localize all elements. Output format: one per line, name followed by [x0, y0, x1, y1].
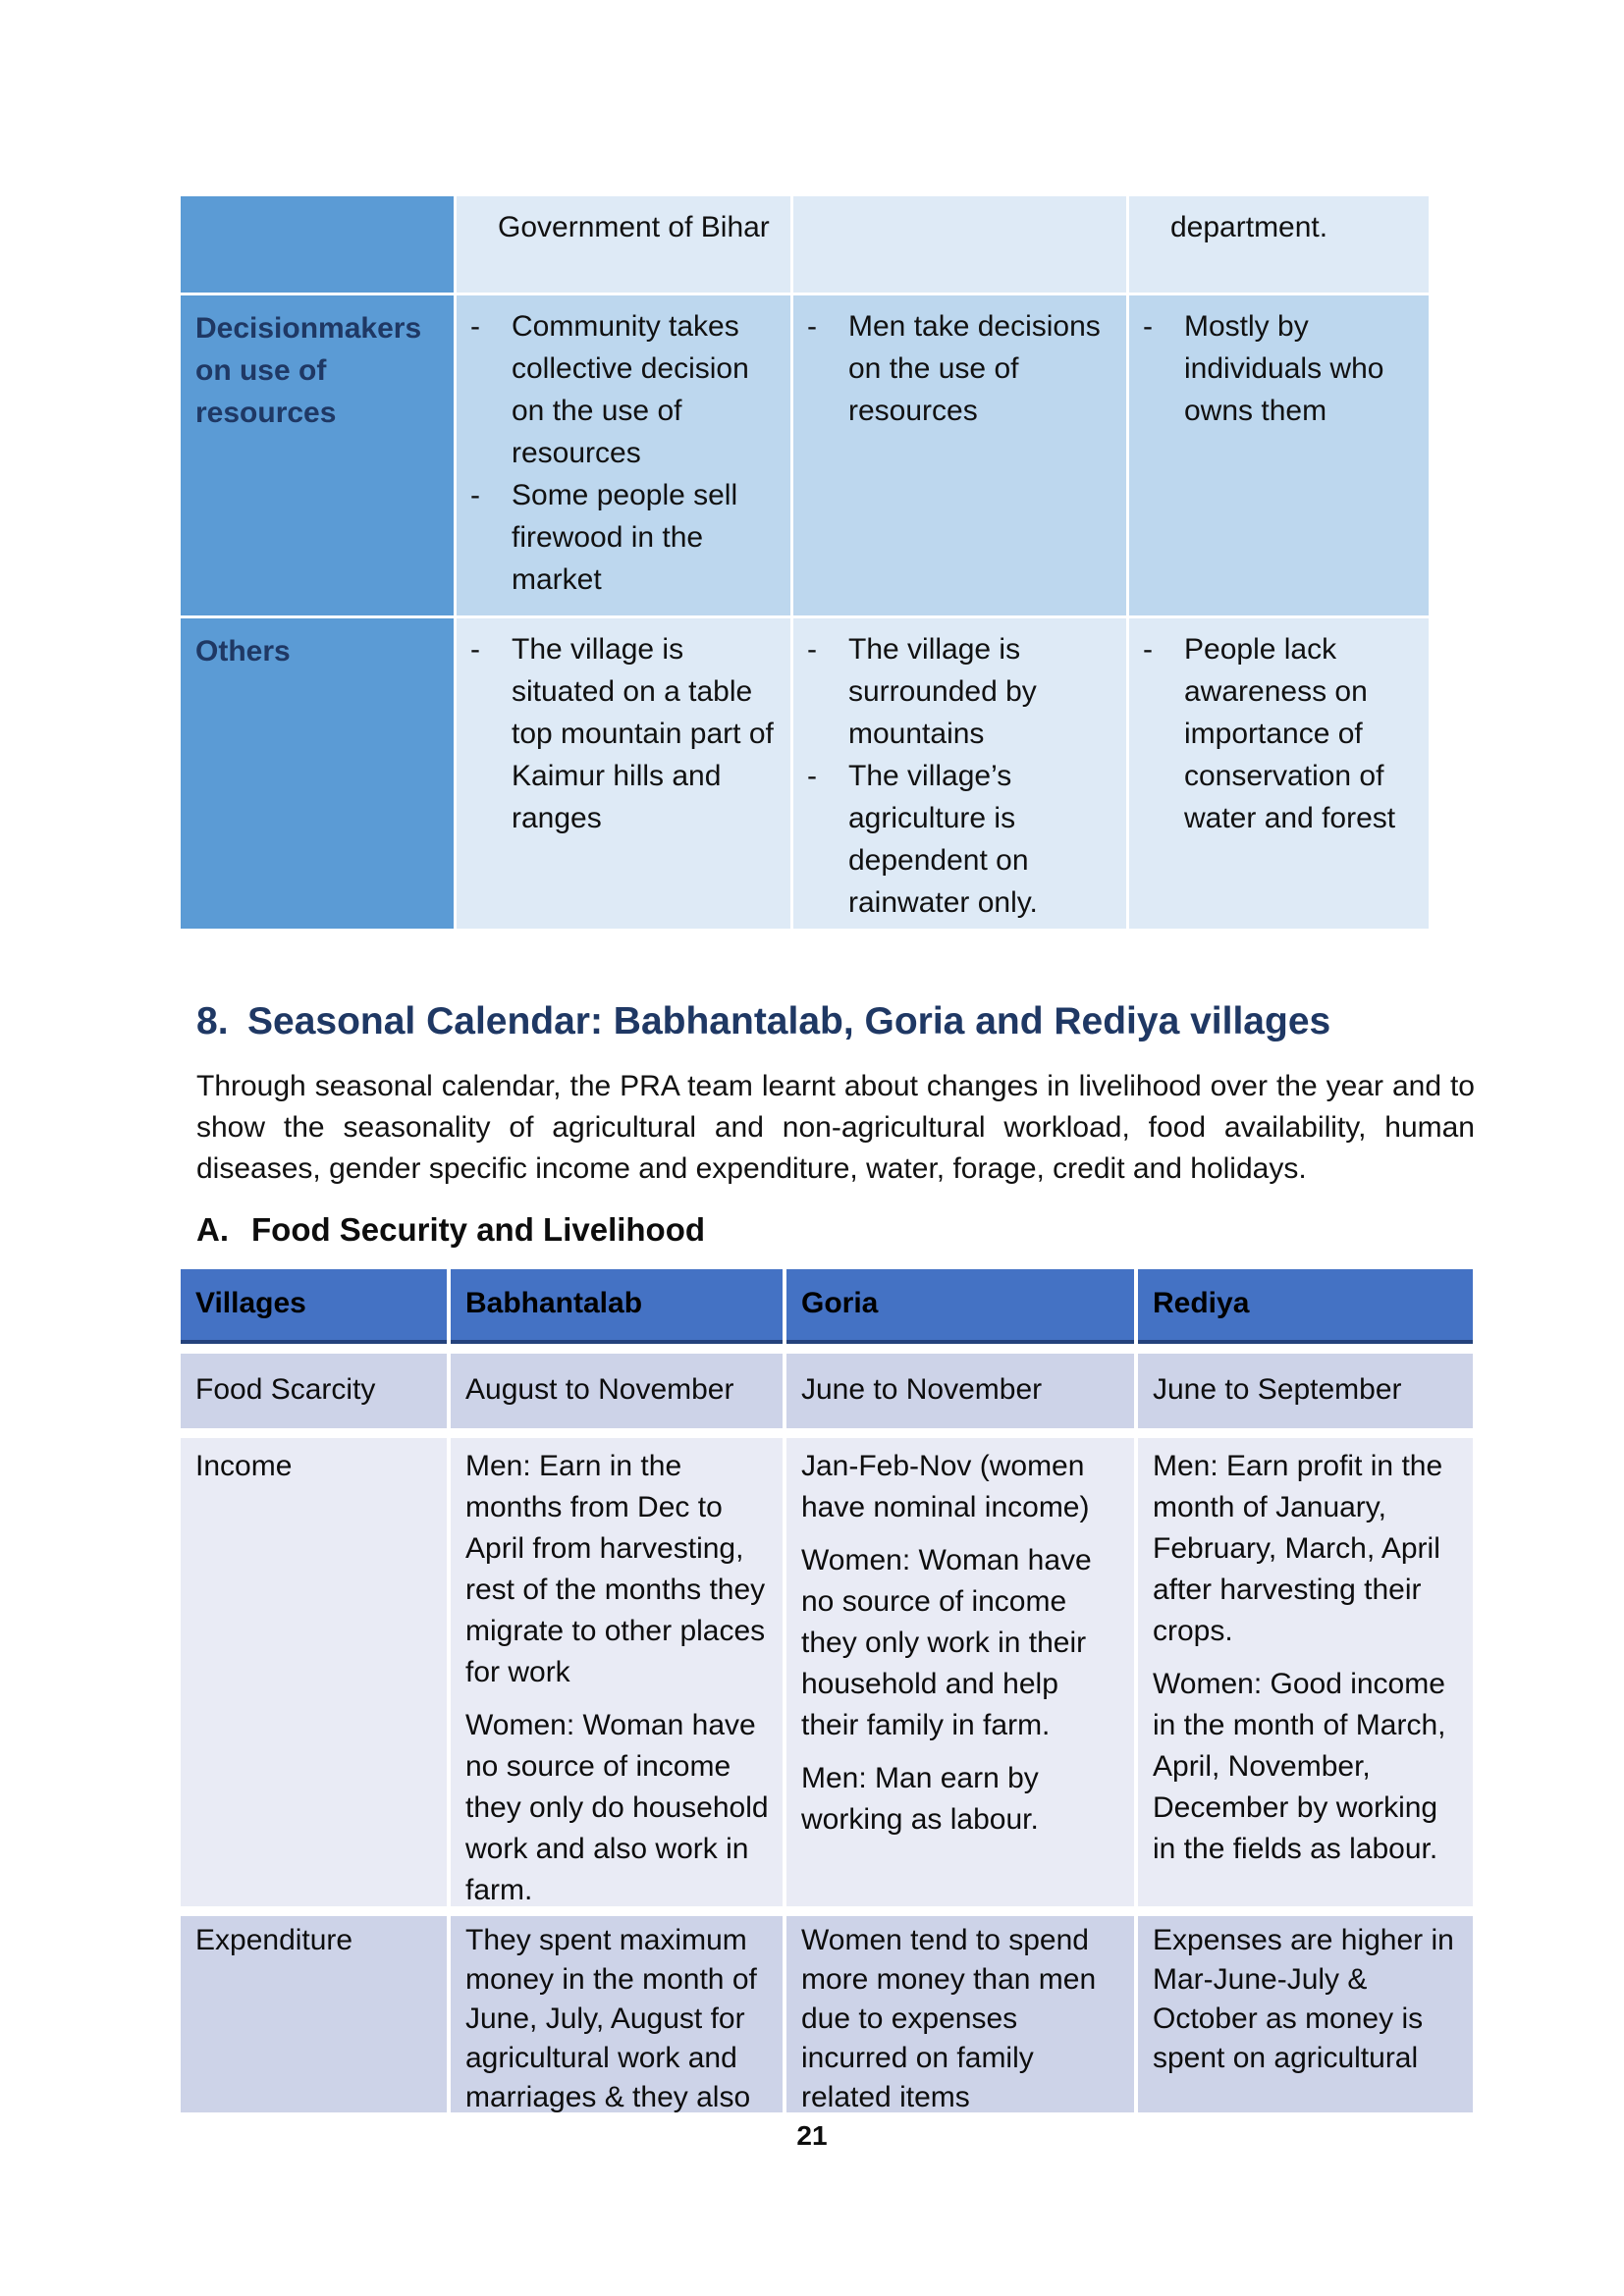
bullet-dash: -: [807, 633, 817, 666]
row-label-cell: Food Scarcity: [181, 1354, 447, 1428]
subsection-heading: [196, 1210, 1473, 1250]
cell-paragraph: Jan-Feb-Nov (women have nominal income): [801, 1450, 1090, 1523]
table-cell: [457, 295, 790, 615]
food-security-table: [181, 1269, 1473, 2122]
cell-paragraph: Men: Earn profit in the month of January, February, March, April after harvesting their crops.: [1153, 1450, 1443, 1647]
cell-paragraph: Women: Woman have no source of income they only do household work and also work in farm.: [465, 1709, 769, 1906]
column-header-rediya: Rediya: [1138, 1269, 1473, 1344]
table-cell: [457, 618, 790, 929]
cell-text: Community takes collective decision on the use of resources: [512, 310, 749, 469]
bullet-dash: -: [470, 310, 480, 343]
bullet-item: [803, 628, 1118, 755]
bullet-item: [803, 305, 1118, 432]
table-row-food-scarcity: [181, 1354, 1473, 1428]
table-cell: [457, 196, 790, 293]
bullet-dash: -: [1143, 633, 1153, 666]
cell-text: Mostly by individuals who owns them: [1184, 310, 1384, 427]
cell-paragraph: Men: Man earn by working as labour.: [801, 1762, 1039, 1836]
page-number: 21: [796, 2120, 828, 2151]
bullet-item: [466, 628, 783, 839]
section-paragraph: Through seasonal calendar, the PRA team learnt about changes in livelihood over the year and to show the seasonality of agricultural and non-agricultural workload, food availability, human diseases, gender specific income and expenditure, water, forage, credit and holidays.: [196, 1070, 1475, 1185]
table-cell: [1129, 618, 1429, 929]
table-cell: [1129, 295, 1429, 615]
column-header-babhantalab: Babhantalab: [451, 1269, 783, 1344]
table-cell: [793, 295, 1126, 615]
cell-text: The village’s agriculture is dependent on rainwater only.: [848, 760, 1038, 919]
table-row-income: [181, 1438, 1473, 1906]
bullet-dash: -: [470, 479, 480, 511]
bullet-item: [1139, 305, 1421, 432]
cell-text: Some people sell firewood in the market: [512, 479, 738, 596]
table-row: [181, 196, 1429, 293]
table-cell: Women tend to spend more money than men due to expenses incurred on family related items: [786, 1916, 1134, 2112]
table-row: [181, 618, 1429, 929]
table-cell: Expenses are higher in Mar-June-July & October as money is spent on agricultural: [1138, 1916, 1473, 2112]
section-heading: [196, 999, 1551, 1044]
table-row: [181, 295, 1429, 615]
table-cell: June to November: [786, 1354, 1134, 1428]
cell-paragraph: Women: Woman have no source of income they only work in their household and help their family in farm.: [801, 1544, 1092, 1741]
row-label-cell: Expenditure: [181, 1916, 447, 2112]
table-cell: [793, 618, 1126, 929]
cell-text: The village is situated on a table top mountain part of Kaimur hills and ranges: [512, 633, 774, 834]
cell-text: Men take decisions on the use of resources: [848, 310, 1101, 427]
row-label-cell: Others: [181, 618, 454, 929]
cell-text: department.: [1170, 211, 1328, 243]
table-cell: [793, 196, 1126, 293]
cell-text: People lack awareness on importance of conservation of water and forest: [1184, 633, 1396, 834]
bullet-dash: -: [1143, 310, 1153, 343]
column-header-goria: Goria: [786, 1269, 1134, 1344]
row-label-cell: Income: [181, 1438, 447, 1906]
table-cell: August to November: [451, 1354, 783, 1428]
table-row-expenditure: [181, 1916, 1473, 2112]
bullet-dash: -: [807, 760, 817, 792]
row-label-cell: Decisionmakers on use of resources: [181, 295, 454, 615]
bullet-dash: -: [807, 310, 817, 343]
row-label-cell: [181, 196, 454, 293]
column-header-villages: Villages: [181, 1269, 447, 1344]
cell-text: Government of Bihar: [498, 211, 770, 243]
section-number: 8.: [196, 1000, 229, 1042]
cell-text: The village is surrounded by mountains: [848, 633, 1037, 750]
section-title: Seasonal Calendar: Babhantalab, Goria and Rediya villages: [247, 1000, 1331, 1042]
table-cell: They spent maximum money in the month of June, July, August for agricultural work and marriages & they also: [451, 1916, 783, 2112]
cell-paragraph: Women: Good income in the month of March, April, November, December by working in the fields as labour.: [1153, 1668, 1446, 1865]
bullet-dash: -: [470, 633, 480, 666]
table-cell: [1129, 196, 1429, 293]
bullet-item: [466, 474, 783, 601]
bullet-item: [1139, 628, 1421, 839]
cell-paragraph: Men: Earn in the months from Dec to April from harvesting, rest of the months they migrate to other places for work: [465, 1450, 766, 1688]
table-cell: [786, 1438, 1134, 1906]
table-cell: [451, 1438, 783, 1906]
subsection-title: Food Security and Livelihood: [251, 1211, 706, 1248]
bullet-item: [803, 755, 1118, 924]
subsection-number: A.: [196, 1211, 229, 1248]
bullet-item: [466, 305, 783, 474]
resources-table: [181, 196, 1429, 932]
table-cell: June to September: [1138, 1354, 1473, 1428]
table-cell: [1138, 1438, 1473, 1906]
table-header-row: [181, 1269, 1473, 1344]
